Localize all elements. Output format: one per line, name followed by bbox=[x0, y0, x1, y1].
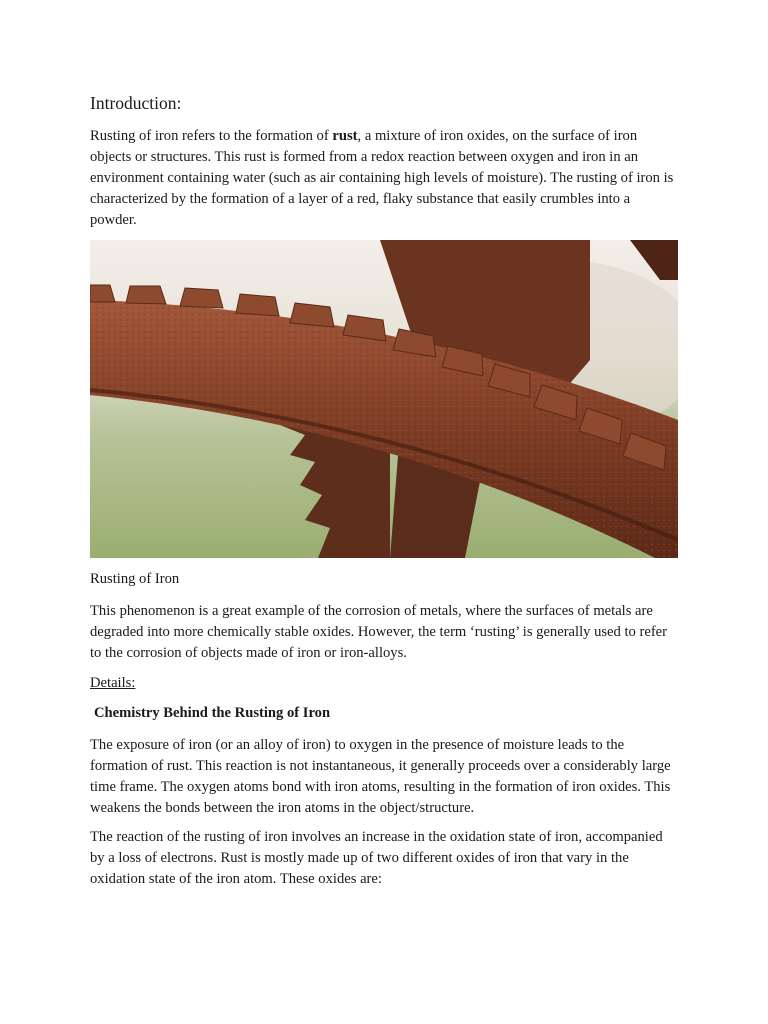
figure-caption: Rusting of Iron bbox=[90, 571, 180, 587]
intro-paragraph bbox=[90, 126, 680, 231]
intro-text-start: Rusting of iron refers to the formation of bbox=[90, 128, 333, 144]
phenomenon-paragraph: This phenomenon is a great example of the corrosion of metals, where the surfaces of metals are degraded into more chemically stable oxides. However, the term ‘rusting’ is generally used to refer to the corrosion of objects made of iron or iron-alloys. bbox=[90, 603, 668, 661]
chemistry-heading: Chemistry Behind the Rusting of Iron bbox=[94, 705, 331, 721]
chemistry-paragraph-2: The reaction of the rusting of iron involves an increase in the oxidation state of iron, accompanied by a loss of electrons. Rust is mostly made up of two different oxides of iron that vary in the oxidation state of the iron atom. These oxides are: bbox=[90, 829, 663, 887]
rust-bold-term: rust bbox=[332, 128, 358, 144]
intro-heading: Introduction: bbox=[90, 93, 182, 113]
rusted-gears-photo bbox=[90, 240, 678, 558]
chemistry-paragraph-1: The exposure of iron (or an alloy of iron) to oxygen in the presence of moisture leads to the formation of rust. This reaction is not instantaneous, it generally proceeds over a considerably large time frame. The oxygen atoms bond with iron atoms, resulting in the formation of iron oxides. This weakens the bonds between the iron atoms in the object/structure. bbox=[90, 737, 671, 816]
details-label: Details: bbox=[90, 675, 136, 691]
intro-text-end: , a mixture of iron oxides, on the surface of iron objects or structures. This rust is formed from a redox reaction between oxygen and iron in an environment containing water (such as air containing high levels of moisture). The rusting of iron is characterized by the formation of a layer of a red, flaky substance that easily crumbles into a powder. bbox=[90, 128, 674, 228]
